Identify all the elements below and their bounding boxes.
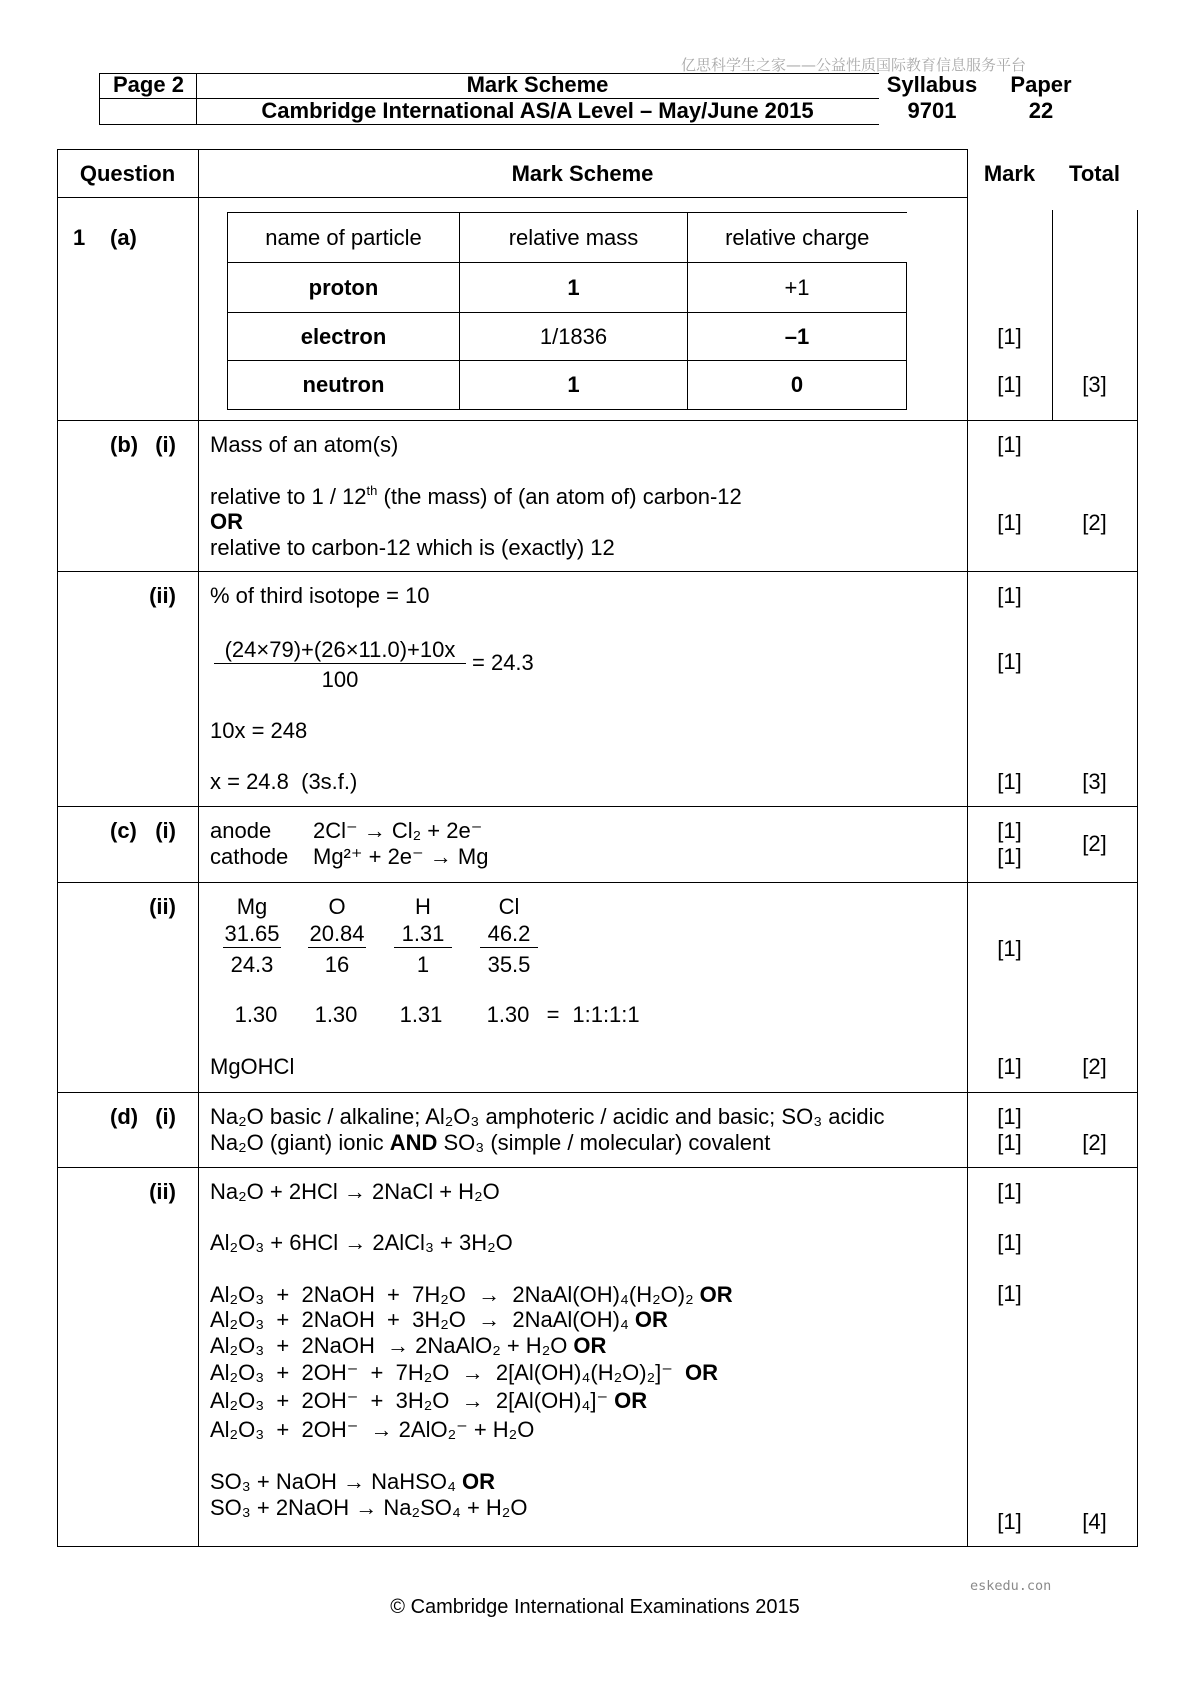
answer-text: Na₂O (giant) ionic — [210, 1130, 390, 1155]
particle-relative-charge: –1 — [688, 313, 907, 361]
syllabus-code: 9701 — [907, 98, 957, 123]
question-part-label: (d) — [110, 1104, 139, 1129]
particle-name: proton — [228, 263, 460, 313]
mark: [1] — [997, 324, 1022, 349]
equation-line — [210, 1360, 718, 1386]
question-subpart-label: (i) — [155, 818, 176, 843]
element-relative-atomic-mass: 1 — [416, 952, 430, 977]
answer-text: SO₃ (simple / molecular) covalent — [437, 1130, 771, 1155]
particle-relative-charge: 0 — [688, 361, 907, 410]
element-mass: 1.31 — [394, 921, 452, 948]
equation-line — [210, 1282, 733, 1308]
table-border-bottom — [57, 1546, 1138, 1547]
question-part-label: (a) — [110, 225, 137, 250]
fraction-denominator: 100 — [321, 667, 359, 692]
mark: [1] — [997, 1054, 1022, 1079]
table-border-right — [1137, 210, 1138, 1546]
question-subpart-label: (ii) — [149, 1179, 176, 1204]
header-rule-bottom — [99, 124, 879, 125]
total: [4] — [1082, 1509, 1107, 1534]
equation: Al₂O₃ + 2NaOH → 2NaAlO₂ + H₂O — [210, 1333, 568, 1358]
or-keyword: OR — [461, 1469, 495, 1494]
column-header-question: Question — [79, 161, 176, 186]
question-part-label: (c) — [110, 818, 137, 843]
total: [2] — [1082, 1130, 1107, 1155]
element-symbol: O — [328, 894, 346, 919]
answer-text: (the mass) of (an atom of) carbon-12 — [377, 484, 742, 509]
mark: [1] — [997, 936, 1022, 961]
document-title: Mark Scheme — [466, 72, 609, 97]
answer-line: x = 24.8 (3s.f.) — [210, 769, 358, 794]
element-mass: 31.65 — [224, 921, 280, 946]
or-keyword: OR — [684, 1360, 718, 1385]
paper-label: Paper — [1010, 72, 1072, 97]
element-relative-atomic-mass: 16 — [324, 952, 350, 977]
or-keyword: OR — [634, 1307, 668, 1332]
element-moles: 1.30 — [486, 1002, 530, 1027]
particle-table — [227, 212, 907, 410]
answer-line-bonding — [210, 1130, 770, 1156]
fraction-numerator: (24×79)+(26×11.0)+10x — [214, 637, 466, 664]
equation: Na₂O + 2HCl → 2NaCl + H₂O — [210, 1179, 500, 1204]
or-keyword: OR — [614, 1388, 648, 1413]
column-header-mark-scheme: Mark Scheme — [511, 161, 654, 186]
element-mass-fraction — [383, 921, 463, 948]
element-relative-atomic-mass: 35.5 — [487, 952, 531, 977]
element-symbol: Mg — [236, 894, 268, 919]
equation: Al₂O₃ + 2OH⁻ → 2AlO₂⁻ + H₂O — [210, 1417, 535, 1442]
table-row-divider — [57, 571, 1138, 572]
mark: [1] — [997, 432, 1022, 457]
mark: [1] — [997, 1509, 1022, 1534]
mark: [1] — [997, 1130, 1022, 1155]
document-subtitle: Cambridge International AS/A Level – May/June 2015 — [261, 98, 814, 123]
element-mass: 46.2 — [480, 921, 538, 948]
table-row-divider — [57, 1092, 1138, 1093]
particle-row-electron — [228, 313, 907, 361]
question-number: 1 — [73, 225, 86, 250]
equation: Al₂O₃ + 2NaOH + 7H₂O → 2NaAl(OH)₄(H₂O)₂ — [210, 1282, 694, 1307]
equation-line — [210, 1469, 495, 1495]
empirical-formula: MgOHCl — [210, 1054, 295, 1079]
header-name-of-particle: name of particle — [228, 213, 460, 263]
table-column-divider-question — [198, 149, 199, 1546]
element-moles: 1.30 — [234, 1002, 278, 1027]
anode-equation: 2Cl⁻ → Cl₂ + 2e⁻ — [313, 818, 483, 843]
total: [3] — [1082, 372, 1107, 397]
watermark-bottom: eskedu.con — [970, 1578, 1052, 1594]
equation: Al₂O₃ + 2OH⁻ + 7H₂O → 2[Al(OH)₄(H₂O)₂]⁻ — [210, 1360, 679, 1385]
particle-row-neutron — [228, 361, 907, 410]
column-header-total: Total — [1069, 161, 1120, 186]
particle-name: electron — [228, 313, 460, 361]
equation: Al₂O₃ + 2NaOH + 3H₂O → 2NaAl(OH)₄ — [210, 1307, 629, 1332]
table-row-divider — [57, 882, 1138, 883]
table-row-divider — [57, 420, 1138, 421]
element-mass-fraction — [212, 921, 292, 948]
mark: [1] — [997, 372, 1022, 397]
question-subpart-label: (ii) — [149, 583, 176, 608]
particle-relative-mass: 1/1836 — [460, 313, 688, 361]
particle-row-proton — [228, 263, 907, 313]
total: [2] — [1082, 1054, 1107, 1079]
element-mass-fraction — [469, 921, 549, 948]
mark: [1] — [997, 1281, 1022, 1306]
element-mass-fraction — [297, 921, 377, 948]
mark: [1] — [997, 769, 1022, 794]
or-keyword: OR — [210, 509, 243, 534]
answer-text: relative to 1 / 12 — [210, 484, 367, 509]
or-keyword: OR — [573, 1333, 607, 1358]
particle-table-header-row — [228, 213, 907, 263]
equation-line — [210, 1179, 500, 1205]
particle-name: neutron — [228, 361, 460, 410]
mole-ratio: 1:1:1:1 — [572, 1002, 640, 1027]
mark: [1] — [997, 1104, 1022, 1129]
equation-line — [210, 1495, 527, 1521]
total: [3] — [1082, 769, 1107, 794]
answer-line: Na₂O basic / alkaline; Al₂O₃ amphoteric / acidic and basic; SO₃ acidic — [210, 1104, 885, 1129]
answer-line: Mass of an atom(s) — [210, 432, 399, 457]
element-moles: 1.30 — [314, 1002, 358, 1027]
table-row-divider — [57, 806, 1138, 807]
mark: [1] — [997, 583, 1022, 608]
question-subpart-label: (i) — [155, 1104, 176, 1129]
and-keyword: AND — [389, 1130, 438, 1155]
element-symbol: H — [415, 894, 431, 919]
watermark-top: 亿思科学生之家——公益性质国际教育信息服务平台 — [681, 56, 1027, 74]
mark: [1] — [997, 1179, 1022, 1204]
header-rule-left — [99, 73, 100, 124]
electrode-label-cathode: cathode — [210, 844, 289, 869]
mark: [1] — [997, 844, 1022, 869]
equation-line — [210, 1307, 668, 1333]
element-symbol: Cl — [498, 894, 520, 919]
particle-relative-mass: 1 — [460, 361, 688, 410]
element-moles: 1.31 — [399, 1002, 443, 1027]
particle-relative-mass: 1 — [460, 263, 688, 313]
equals-sign: = — [546, 1002, 560, 1027]
equation: Al₂O₃ + 2OH⁻ + 3H₂O → 2[Al(OH)₄]⁻ — [210, 1388, 609, 1413]
answer-line: % of third isotope = 10 — [210, 583, 430, 608]
total: [2] — [1082, 831, 1107, 856]
paper-number: 22 — [1028, 98, 1054, 123]
cathode-equation: Mg²⁺ + 2e⁻ → Mg — [313, 844, 489, 869]
element-mass: 20.84 — [309, 921, 365, 946]
electrode-label-anode: anode — [210, 818, 272, 843]
superscript-th: th — [366, 483, 378, 498]
equation-line — [210, 1333, 606, 1359]
header-relative-mass: relative mass — [460, 213, 688, 263]
question-part-label: (b) — [110, 432, 139, 457]
mark: [1] — [997, 510, 1022, 535]
table-row-divider — [57, 1167, 1138, 1168]
answer-line: relative to carbon-12 which is (exactly) 12 — [210, 535, 615, 560]
column-header-mark: Mark — [983, 161, 1036, 186]
copyright-notice: © Cambridge International Examinations 2015 — [390, 1596, 800, 1618]
page-number: Page 2 — [113, 72, 184, 97]
mark: [1] — [997, 649, 1022, 674]
equation-line — [210, 1417, 534, 1443]
table-header-rule-top — [57, 149, 967, 150]
fraction-result: = 24.3 — [472, 650, 534, 675]
answer-line: 10x = 248 — [210, 718, 308, 743]
syllabus-label: Syllabus — [886, 72, 978, 97]
header-relative-charge: relative charge — [688, 213, 907, 263]
mark: [1] — [997, 1230, 1022, 1255]
or-keyword: OR — [699, 1282, 733, 1307]
equation: SO₃ + NaOH → NaHSO₄ — [210, 1469, 456, 1494]
question-subpart-label: (ii) — [149, 894, 176, 919]
total: [2] — [1082, 510, 1107, 535]
answer-line-relative-to-twelfth — [210, 484, 742, 510]
equation: SO₃ + 2NaOH → Na₂SO₄ + H₂O — [210, 1495, 528, 1520]
mark: [1] — [997, 818, 1022, 843]
particle-relative-charge: +1 — [688, 263, 907, 313]
table-border-left — [57, 149, 58, 1546]
equation-line — [210, 1388, 647, 1414]
table-header-rule-bottom — [57, 197, 967, 198]
equation: Al₂O₃ + 6HCl → 2AlCl₃ + 3H₂O — [210, 1230, 513, 1255]
question-subpart-label: (i) — [155, 432, 176, 457]
element-relative-atomic-mass: 24.3 — [230, 952, 274, 977]
equation-line — [210, 1230, 513, 1256]
